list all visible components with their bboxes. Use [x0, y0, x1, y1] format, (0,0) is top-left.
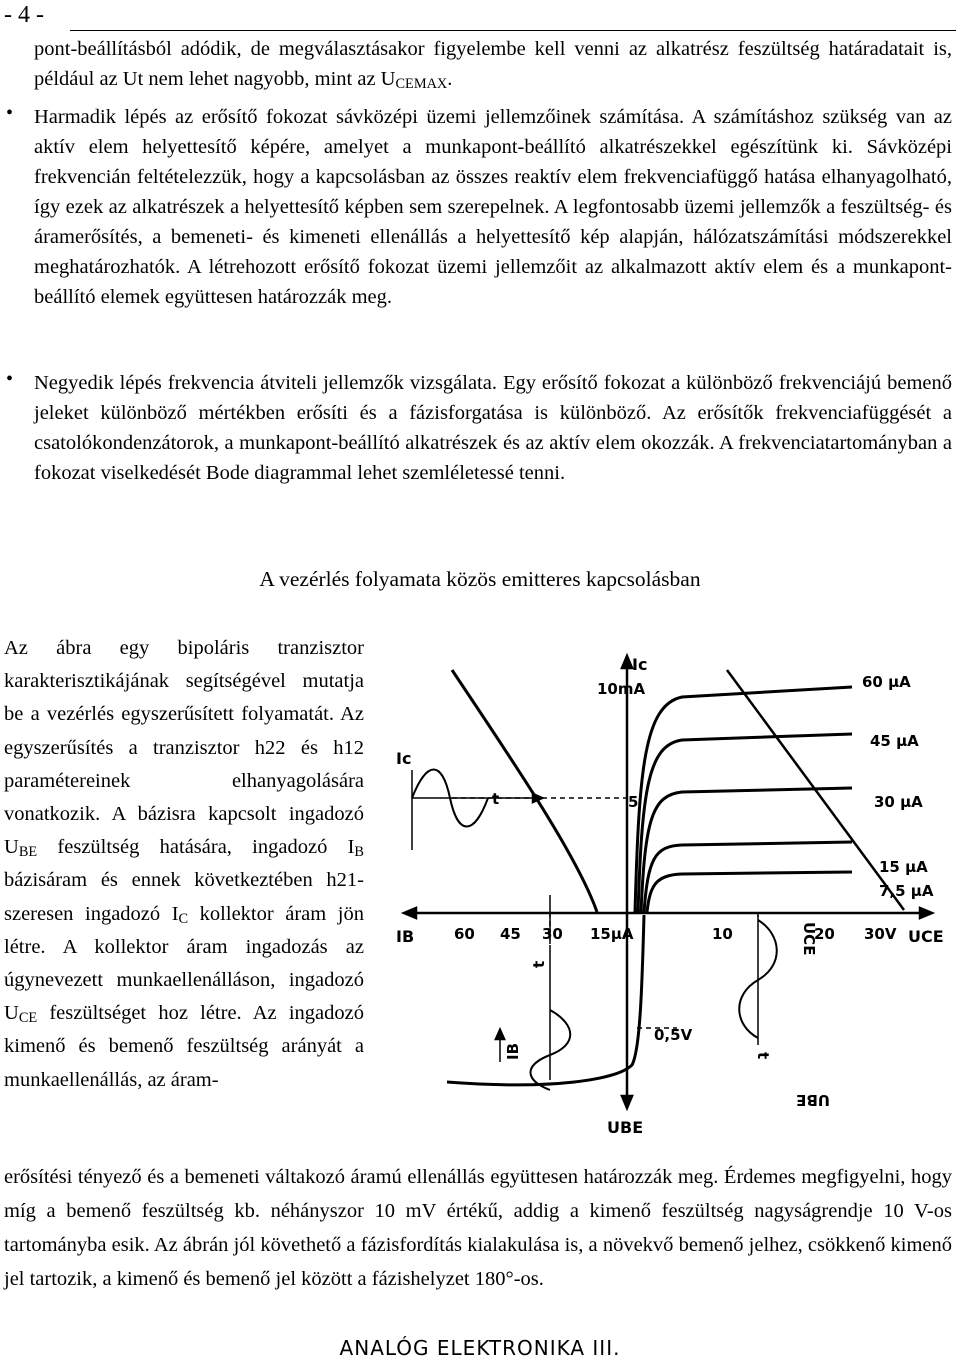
curve-label-15: 15 µA [879, 858, 928, 876]
ib-tick-60: 60 [454, 925, 475, 943]
paragraph-end: . [447, 68, 453, 90]
curve-label-30: 30 µA [874, 793, 923, 811]
header-rule [70, 30, 956, 31]
input-characteristic [452, 670, 597, 912]
ib-axis-label: IB [396, 927, 415, 946]
ib-tick-45: 45 [500, 925, 521, 943]
side-text: feszültség hatására, ingadozó I [37, 836, 355, 859]
figure-side-text [4, 632, 364, 1097]
curve-60ua [635, 687, 852, 912]
t-rotated-label: t [530, 960, 548, 968]
curve-7ua [647, 872, 852, 912]
curve-45ua [638, 734, 852, 912]
ib-tick-30: 30 [542, 925, 563, 943]
curve-15ua [644, 842, 852, 912]
t-rotated-label-2: t [754, 1052, 772, 1060]
ic-5-label: 5 [628, 793, 639, 811]
ic-axis-label: Ic [632, 655, 648, 674]
ic-left-label: Ic [396, 749, 412, 768]
ube-label: UBE [607, 1118, 644, 1137]
v05-label: 0,5V [654, 1026, 693, 1044]
side-text: kollektor áram jön létre. A kollektor áram ingadozás az úgynevezett munkaellenálláson, ingadozó U [4, 902, 364, 1025]
ube-rotated-label: UBE [796, 1091, 830, 1109]
page-number: - 4 - [4, 2, 44, 28]
subscript: CE [18, 1010, 38, 1027]
uce-tick-10: 10 [712, 925, 733, 943]
bullet-third-step: Harmadik lépés az erősítő fokozat sávközépi üzemi jellemzőinek számítása. A számításhoz szükség van az aktív elem helyettesítő képére, amelyet a munkapont-beállító alkatrészekkel egészítünk ki. Sávközépi frekvencián feltételezzük, hogy a kapcsolásban az összes reaktív elem frekvenciafüggő hatása elhanyagolható, így ezek az alkatrészek a helyettesítő képben sem szerepelnek. A legfontosabb üzemi jellemzők a feszültség- és áramerősítés, a bemeneti- és kimeneti ellenállás a helyettesítő kép alapján, hálózatszámítási módszerekkel meghatározhatók. A létrehozott erősítő fokozat üzemi jellemzőit az alkalmazott aktív elem és a munkapont-beállító elemek együttesen határozzák meg. [34, 106, 952, 308]
paragraph-bottom: erősítési tényező és a bemeneti váltakozó áramú ellenállás együttesen határozzák meg. Érdemes megfigyelni, hogy míg a bemenő feszültség kb. néhányszor 10 mV értékű, addig a kimenő feszültség nagyságrendje 10 V-os tartományba esik. Az ábrán jól követhető a fázisfordítás kialakulása is, a növekvő bemenő jelhez, csökkenő kimenő jel tartozik, a kimenő és bemenő jel között a fázishelyzet 180°-os. [4, 1166, 952, 1290]
bullet-dot-icon: • [6, 102, 14, 124]
subscript: B [354, 844, 364, 861]
ib-rotated-label: IB [504, 1042, 522, 1060]
curve-30ua [641, 788, 852, 912]
ic-10ma-label: 10mA [597, 680, 646, 698]
curve-label-60: 60 µA [862, 673, 911, 691]
bullet-dot-icon: • [6, 368, 14, 390]
uce-tick-20: 20 [814, 925, 835, 943]
curve-label-45: 45 µA [870, 732, 919, 750]
uce-axis-label: UCE [908, 927, 944, 946]
subscript: C [178, 910, 189, 927]
curve-label-7: 7,5 µA [879, 882, 934, 900]
side-text: Az ábra egy bipoláris tranzisztor karakterisztikájának segítségével mutatja be a vezérlés egyszerűsített folyamatát. Az egyszerűsítés a tranzisztor h22 és h12 paramétereinek elhanyagolására vonatkozik. A bázisra kapcsolt ingadozó U [4, 637, 364, 859]
paragraph-text: pont-beállításból adódik, de megválasztásakor figyelembe kell venni az alkatrész feszültség határadatait is, például az Ut nem lehet nagyobb, mint az U [34, 38, 952, 90]
page-footer: ANALÓG ELEKTRONIKA III. [339, 1336, 621, 1360]
side-text: feszültséget hoz létre. Az ingadozó kimenő és bemenő feszültség arányát a munkaellenállás, az áram- [4, 1002, 364, 1091]
paragraph-continued [34, 34, 952, 94]
subscript: BE [18, 844, 38, 861]
side-text: bázisáram és ennek következtében h21-szeresen ingadozó I [4, 869, 364, 925]
figure-caption: A vezérlés folyamata közös emitteres kapcsolásban [259, 567, 701, 591]
subscript-cemax: CEMAX [395, 76, 448, 92]
bullet-fourth-step: Negyedik lépés frekvencia átviteli jellemzők vizsgálata. Egy erősítő fokozat a különböző frekvenciájú bemenő jeleket különböző mértékben erősíti és a fázisforgatása is különböző. Az erősítők frekvenciafüggését a csatolókondenzátorok, a munkapont-beállító alkatrészek és az aktív elem okozzák. A frekvenciatartományban a fokozat viselkedését Bode diagrammal lehet szemléletessé tenni. [34, 372, 952, 484]
ib-tick-15: 15µA [590, 925, 634, 943]
transistor-characteristic-diagram [392, 650, 952, 1145]
t-left-label: t [492, 790, 500, 808]
uce-tick-30v: 30V [864, 925, 897, 943]
uce-rotated-label: UCE [800, 922, 818, 956]
